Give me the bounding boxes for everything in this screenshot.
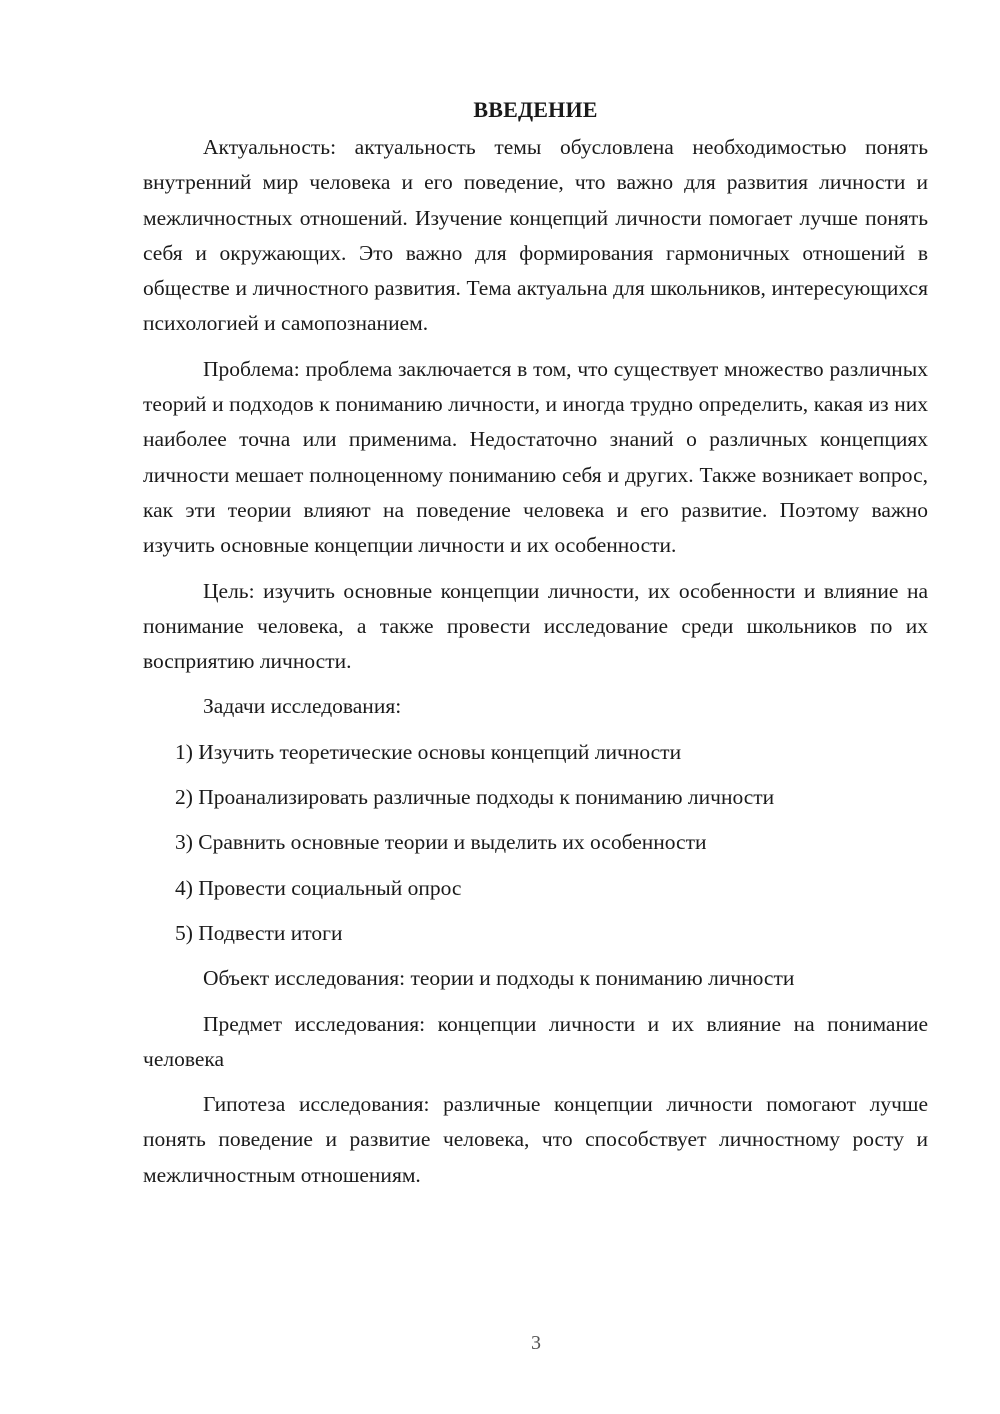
task-item: 2) Проанализировать различные подходы к пониманию личности — [175, 785, 775, 810]
tasks-heading: Задачи исследования: — [203, 694, 402, 719]
document-page — [143, 92, 928, 1203]
problem-paragraph: Проблема: проблема заключается в том, что существует множество различных теорий и подходов к пониманию личности, и иногда трудно определить, какая из них наиболее точна или применима. Недостаточно знаний о различных концепциях личности мешает полноценному пониманию себя и других. Также возникает вопрос, как эти теории влияют на поведение человека и его развитие. Поэтому важно изучить основные концепции личности и их особенности. — [143, 356, 928, 558]
task-item: 3) Сравнить основные теории и выделить их особенности — [175, 830, 707, 855]
object-paragraph: Объект исследования: теории и подходы к пониманию личности — [203, 966, 795, 991]
tasks-list — [143, 735, 928, 951]
page-number: 3 — [531, 1332, 541, 1354]
task-item: 4) Провести социальный опрос — [175, 875, 462, 900]
page-title: ВВЕДЕНИЕ — [473, 97, 598, 122]
relevance-paragraph: Актуальность: актуальность темы обусловлена необходимостью понять внутренний мир человека и его поведение, что важно для развития личности и межличностных отношений. Изучение концепций личности помогает лучше понять себя и окружающих. Это важно для формирования гармоничных отношений в обществе и личностного развития. Тема актуальна для школьников, интересующихся психологией и самопознанием. — [143, 135, 928, 336]
task-item: 1) Изучить теоретические основы концепций личности — [175, 739, 682, 764]
goal-paragraph: Цель: изучить основные концепции личности, их особенности и влияние на понимание человека, а также провести исследование среди школьников по их восприятию личности. — [143, 578, 928, 674]
hypothesis-paragraph: Гипотеза исследования: различные концепции личности помогают лучше понять поведение и развитие человека, что способствует личностному росту и межличностным отношениям. — [143, 1092, 928, 1187]
task-item: 5) Подвести итоги — [175, 920, 343, 945]
subject-paragraph: Предмет исследования: концепции личности и их влияние на понимание человека — [143, 1011, 928, 1071]
